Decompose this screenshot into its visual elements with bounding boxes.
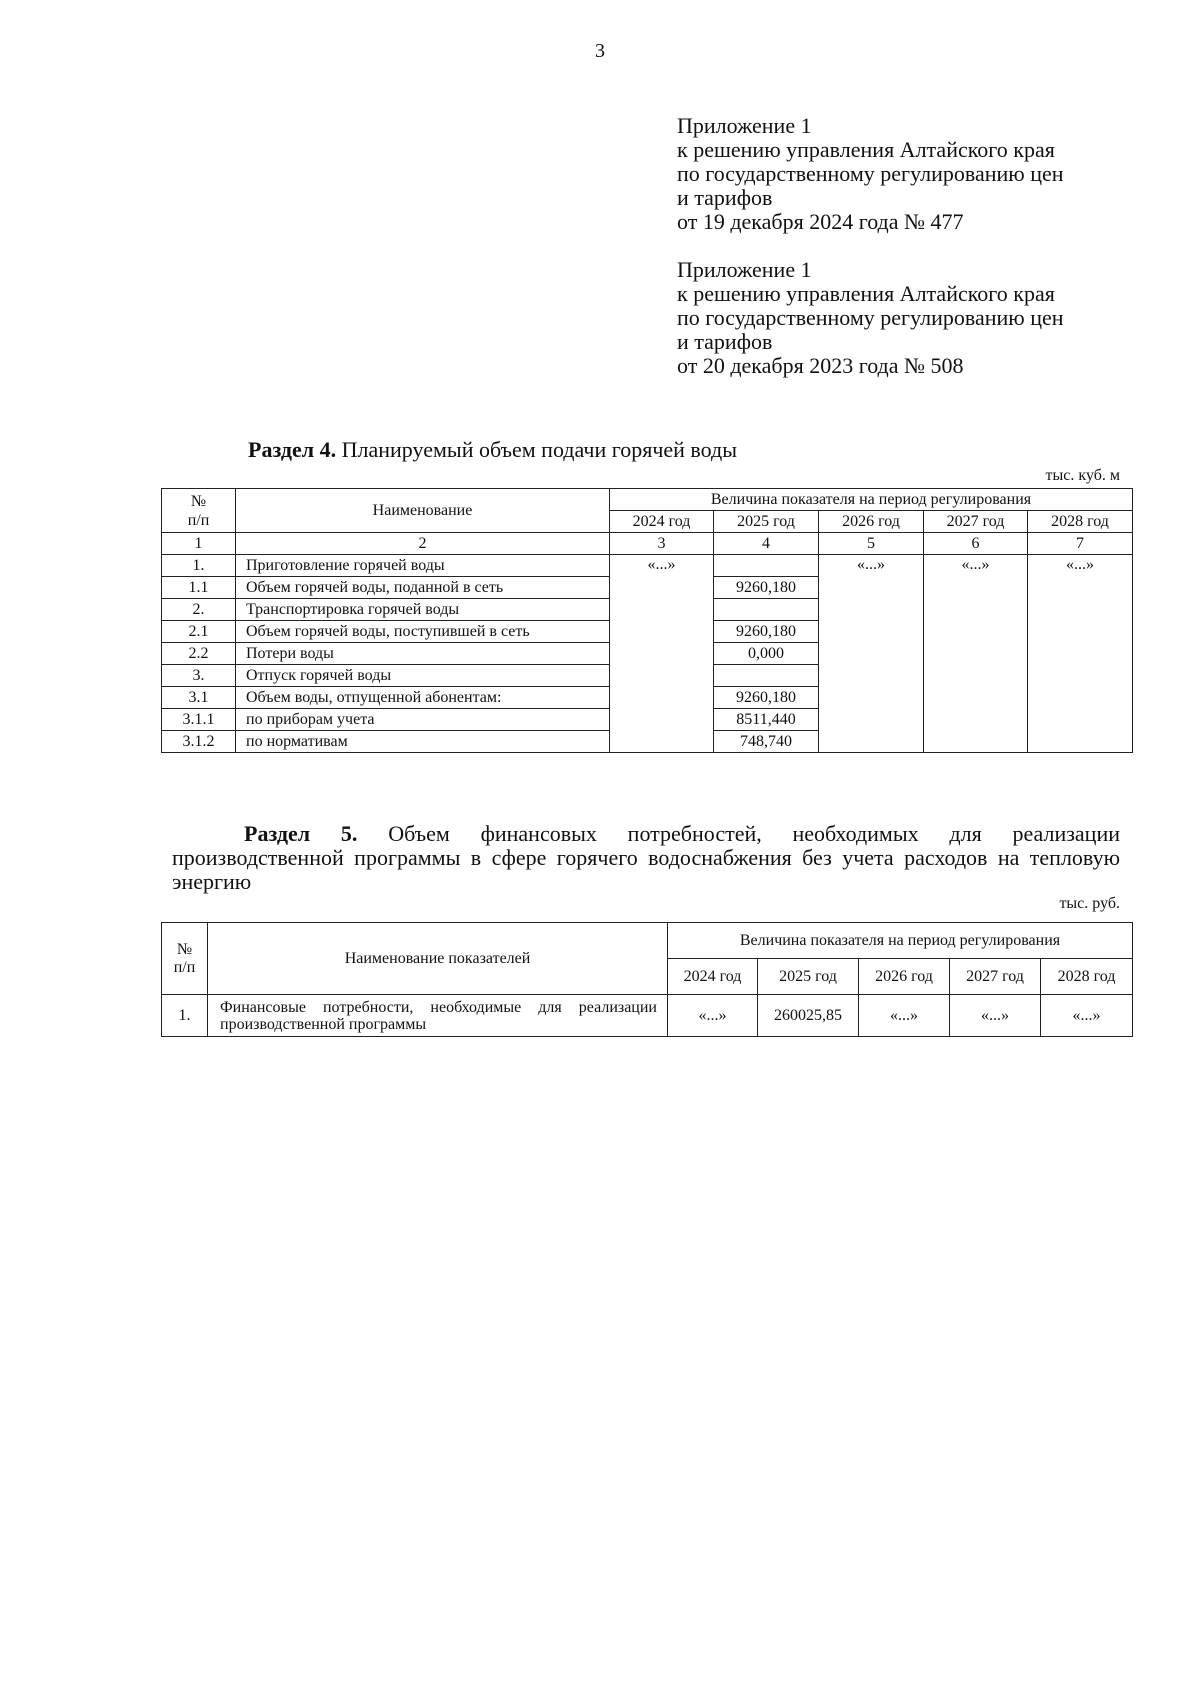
- financial-needs-table: [161, 922, 1133, 1037]
- section-4-unit: тыс. куб. м: [1045, 467, 1120, 484]
- col-number: 2: [236, 533, 610, 555]
- header-year: 2025 год: [714, 511, 819, 533]
- row-num: 2.2: [162, 643, 236, 665]
- section-5-label: Раздел 5.: [244, 821, 358, 846]
- page-number: 3: [595, 40, 605, 62]
- value-2028-merged: «...»: [1028, 555, 1133, 753]
- value-2026: «...»: [859, 995, 950, 1037]
- header-num-line: №: [176, 940, 193, 958]
- value-2025: 9260,180: [714, 577, 819, 599]
- section-5-title: Объем финансовых потребностей, необходимых для реализации производственной программы в сфере горячего водоснабжения без учета расходов на тепловую энергию: [172, 821, 1121, 894]
- header-year: 2027 год: [950, 959, 1041, 995]
- row-name: Объем воды, отпущенной абонентам:: [236, 687, 610, 709]
- header-period: Величина показателя на период регулирования: [668, 923, 1133, 959]
- header-year: 2024 год: [610, 511, 714, 533]
- row-num: 3.: [162, 665, 236, 687]
- value-2027-merged: «...»: [924, 555, 1028, 753]
- value-2025: [714, 665, 819, 687]
- value-2025: [714, 555, 819, 577]
- section-5-heading: [172, 822, 1120, 894]
- header-num: [162, 923, 208, 995]
- row-name: Объем горячей воды, поступившей в сеть: [236, 621, 610, 643]
- value-2027: «...»: [950, 995, 1041, 1037]
- water-volume-table: [161, 488, 1133, 753]
- header-year: 2027 год: [924, 511, 1028, 533]
- table-row: [162, 555, 1133, 577]
- header-num-line: п/п: [187, 511, 210, 529]
- row-num: 2.: [162, 599, 236, 621]
- appendix-line: от 20 декабря 2023 года № 508: [677, 353, 964, 378]
- col-number: 3: [610, 533, 714, 555]
- section-5-indent: [172, 821, 244, 846]
- appendix-block-current: [677, 114, 1064, 234]
- header-period: Величина показателя на период регулирования: [610, 489, 1133, 511]
- col-number: 1: [162, 533, 236, 555]
- table-row: [162, 995, 1133, 1037]
- header-year: 2028 год: [1028, 511, 1133, 533]
- value-2025: 9260,180: [714, 687, 819, 709]
- row-name: Приготовление горячей воды: [236, 555, 610, 577]
- appendix-line: от 19 декабря 2024 года № 477: [677, 209, 964, 234]
- row-num: 3.1.1: [162, 709, 236, 731]
- row-num: 1.: [162, 555, 236, 577]
- appendix-line: Приложение 1: [677, 113, 812, 138]
- row-num: 3.1: [162, 687, 236, 709]
- header-num-line: №: [190, 492, 207, 510]
- header-num-line: п/п: [173, 958, 196, 976]
- value-2024: «...»: [668, 995, 758, 1037]
- row-name: по нормативам: [236, 731, 610, 753]
- appendix-line: и тарифов: [677, 329, 773, 354]
- appendix-block-previous: [677, 258, 1064, 378]
- section-4-label: Раздел 4.: [248, 437, 337, 462]
- appendix-line: по государственному регулированию цен: [677, 161, 1064, 186]
- row-name: Отпуск горячей воды: [236, 665, 610, 687]
- header-year: 2025 год: [758, 959, 859, 995]
- row-num: 1.: [162, 995, 208, 1037]
- section-4-heading: [248, 437, 737, 463]
- value-2024-merged: «...»: [610, 555, 714, 753]
- header-num: [162, 489, 236, 533]
- row-num: 1.1: [162, 577, 236, 599]
- header-year: 2028 год: [1041, 959, 1133, 995]
- col-number: 7: [1028, 533, 1133, 555]
- value-2025: [714, 599, 819, 621]
- header-year: 2026 год: [859, 959, 950, 995]
- row-name: по приборам учета: [236, 709, 610, 731]
- header-name: Наименование: [236, 489, 610, 533]
- value-2025: 748,740: [714, 731, 819, 753]
- appendix-line: к решению управления Алтайского края: [677, 281, 1055, 306]
- row-num: 3.1.2: [162, 731, 236, 753]
- col-number: 5: [819, 533, 924, 555]
- appendix-line: к решению управления Алтайского края: [677, 137, 1055, 162]
- row-name: Транспортировка горячей воды: [236, 599, 610, 621]
- row-name: Финансовые потребности, необходимые для реализации производственной программы: [208, 995, 668, 1037]
- value-2025: 0,000: [714, 643, 819, 665]
- col-number: 4: [714, 533, 819, 555]
- appendix-line: по государственному регулированию цен: [677, 305, 1064, 330]
- value-2025: 8511,440: [714, 709, 819, 731]
- section-4-title: Планируемый объем подачи горячей воды: [341, 437, 738, 462]
- col-number: 6: [924, 533, 1028, 555]
- header-name: Наименование показателей: [208, 923, 668, 995]
- value-2026-merged: «...»: [819, 555, 924, 753]
- header-year: 2026 год: [819, 511, 924, 533]
- header-year: 2024 год: [668, 959, 758, 995]
- row-num: 2.1: [162, 621, 236, 643]
- value-2028: «...»: [1041, 995, 1133, 1037]
- section-5-unit: тыс. руб.: [1059, 895, 1120, 912]
- value-2025: 9260,180: [714, 621, 819, 643]
- value-2025: 260025,85: [758, 995, 859, 1037]
- appendix-line: и тарифов: [677, 185, 773, 210]
- row-name: Объем горячей воды, поданной в сеть: [236, 577, 610, 599]
- appendix-line: Приложение 1: [677, 257, 812, 282]
- row-name: Потери воды: [236, 643, 610, 665]
